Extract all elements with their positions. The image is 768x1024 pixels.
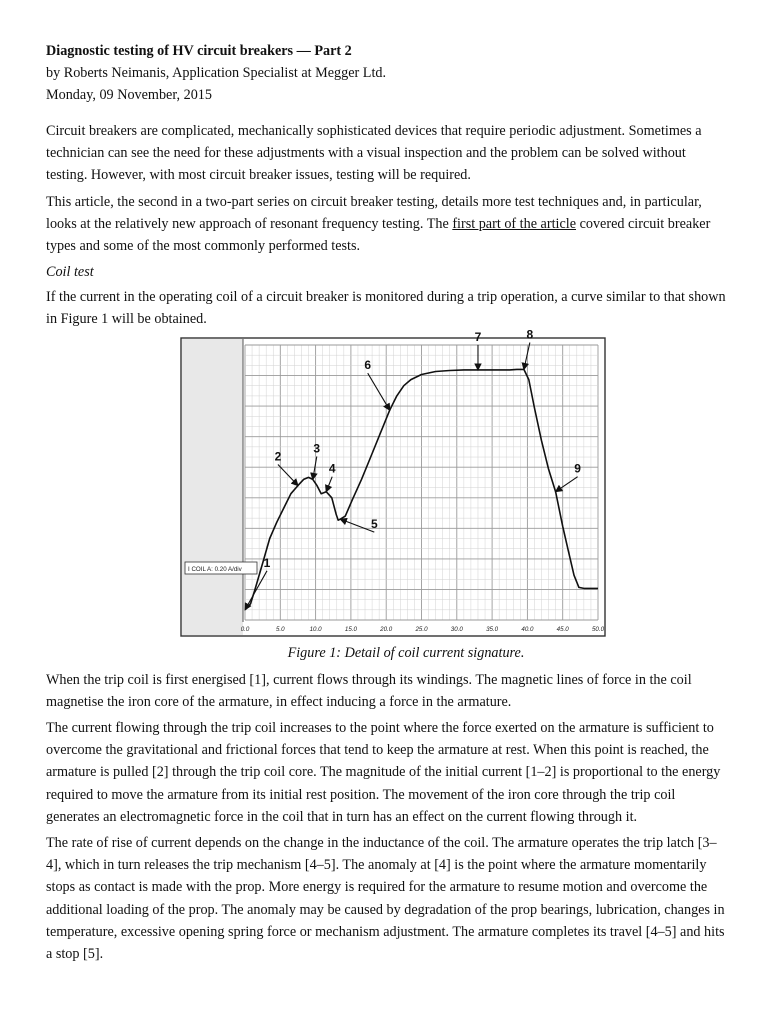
- first-part-link[interactable]: first part of the article: [452, 215, 577, 232]
- figure-caption: Figure 1: Detail of coil current signature.: [287, 644, 525, 661]
- x-tick-label: 5.0: [275, 625, 285, 633]
- section-heading-coil-test: Coil test: [46, 264, 94, 281]
- chart-sidebar-panel: [182, 339, 243, 635]
- x-tick-label: 50.0: [591, 625, 605, 633]
- series-text-after: covered circuit breaker types and some of the most commonly performed tests.: [46, 215, 711, 255]
- article-byline: by Roberts Neimanis, Application Specialist at Megger Ltd.: [46, 65, 387, 81]
- x-tick-label: 25.0: [415, 625, 428, 633]
- x-tick-label: 30.0: [450, 625, 463, 633]
- body-paragraph: The rate of rise of current depends on the change in the inductance of the coil. The armature operates the trip latch [3–4], which in turn releases the trip mechanism [4–5]. The anomaly at [4] is the point where the armature momentarily stops as contact is made with the prop. More energy is required for the armature to resume motion and overcome the additional loading of the prop. The anomaly may be caused by degradation of the prop bearings, lubrication, changes in temperature, excessive opening spring force or mechanism adjustment. The armature completes its travel [4–5] and hits a stop [5].: [46, 835, 725, 963]
- annotation-label: 2: [274, 449, 282, 464]
- figure-1: [46, 327, 726, 637]
- article-date: Monday, 09 November, 2015: [46, 87, 212, 103]
- annotation-label: 3: [313, 441, 321, 456]
- coil-intro-paragraph: If the current in the operating coil of a circuit breaker is monitored during a trip operation, a curve similar to that shown in Figure 1 will be obtained.: [46, 289, 726, 328]
- x-tick-label: 10.0: [309, 625, 322, 633]
- body-paragraph: The current flowing through the trip coil increases to the point where the force exerted on the armature is sufficient to overcome the gravitational and frictional forces that tend to keep the armature at rest. When this point is reached, the armature is pulled [2] through the trip coil core. The magnitude of the initial current [1–2] is proportional to the energy required to move the armature from its initial rest position. The movement of the iron core through the trip coil generates an electromagnetic force in the coil that in turn has an effect on the current flowing through it.: [46, 720, 721, 825]
- article: [46, 40, 726, 969]
- x-tick-label: 45.0: [556, 625, 569, 633]
- x-tick-label: 0.0: [240, 625, 250, 633]
- x-tick-label: 35.0: [486, 625, 499, 633]
- annotation-label: 6: [364, 357, 372, 372]
- annotation-label: 8: [526, 327, 534, 342]
- annotation-label: 5: [370, 516, 378, 531]
- intro-paragraph: Circuit breakers are complicated, mechanically sophisticated devices that require periodic adjustment. Sometimes a technician can see the need for these adjustments with a visual inspection and the problem can be solved without testing. However, with most circuit breaker issues, testing will be required.: [46, 123, 702, 184]
- body-paragraph: When the trip coil is first energised [1], current flows through its windings. The magnetic lines of force in the coil magnetise the iron core of the armature, in effect inducing a force in the armature.: [46, 671, 692, 710]
- annotation-label: 4: [328, 461, 336, 476]
- article-title: Diagnostic testing of HV circuit breakers — Part 2: [46, 43, 352, 59]
- annotation-label: 1: [263, 555, 271, 570]
- x-tick-label: 15.0: [344, 625, 357, 633]
- annotation-label: 9: [574, 461, 581, 476]
- annotation-label: 7: [474, 329, 482, 344]
- series-paragraph: [46, 191, 726, 258]
- series-text-before: This article, the second in a two-part series on circuit breaker testing, details more test techniques and, in particular, looks at the relatively new approach of resonant frequency testing. The: [46, 193, 702, 232]
- coil-current-chart: [180, 327, 606, 637]
- x-tick-label: 40.0: [521, 625, 534, 633]
- spacer: [46, 106, 726, 120]
- x-tick-label: 20.0: [380, 625, 393, 633]
- channel-label: I COIL A: 0.20 A/div: [188, 565, 242, 573]
